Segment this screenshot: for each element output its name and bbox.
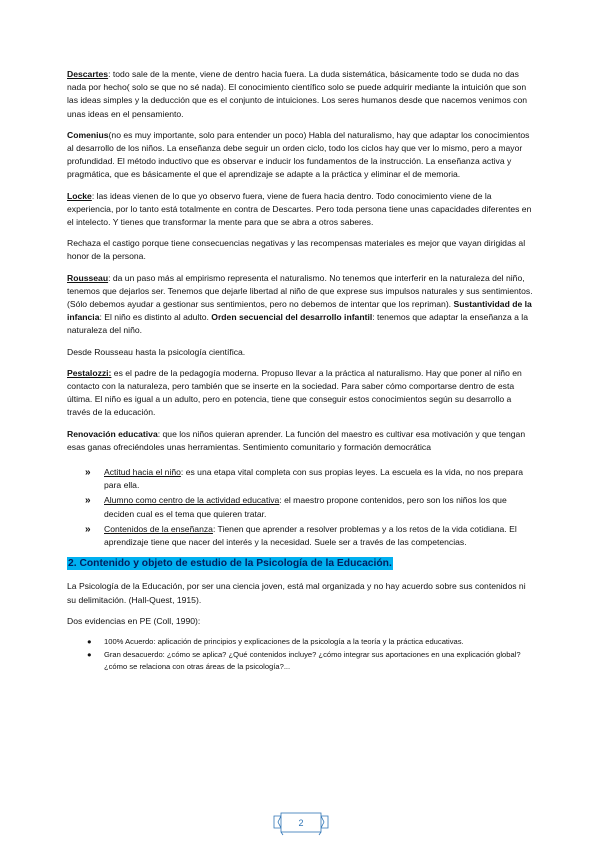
list-item-term: Actitud hacia el niño bbox=[104, 467, 181, 478]
paragraph-pestalozzi bbox=[67, 367, 533, 420]
term-pestalozzi: Pestalozzi: bbox=[67, 367, 112, 378]
paragraph-text: : las ideas vienen de lo que yo observo fuera, viene de fuera hacia dentro. Todo conocimiento viene de la experiencia, por lo tanto está totalmente en contra de Descartes. Pero toda persona tiene unas capacidades diferentes en el intelecto. Y tienes que transformar la mente para que se abra a otros saberes. bbox=[67, 190, 532, 228]
paragraph-psicologia-educacion: La Psicología de la Educación, por ser una ciencia joven, está mal organizada y no hay acuerdo sobre sus contenidos ni su delimitación. (Hall-Quest, 1915). bbox=[67, 581, 526, 605]
bullet-text: Gran desacuerdo: ¿cómo se aplica? ¿Qué contenidos incluye? ¿cómo integrar sus aportaciones en una explicación global? ¿cómo se relaciona con otras áreas de la psicología?... bbox=[104, 650, 521, 671]
paragraph-rousseau bbox=[67, 272, 533, 338]
paragraph-text: : tenemos que adaptar la enseñanza a la naturaleza del niño. bbox=[67, 312, 528, 336]
list-item-text: : el maestro propone contenidos, pero son los niños los que deciden cual es el tema que quieren tratar. bbox=[104, 495, 507, 519]
list-item bbox=[67, 466, 533, 492]
term-descartes: Descartes bbox=[67, 69, 109, 79]
paragraph-dos-evidencias: Dos evidencias en PE (Coll, 1990): bbox=[67, 615, 201, 626]
term-sustantividad: Sustantividad de la infancia bbox=[67, 299, 532, 323]
term-orden-secuencial: Orden secuencial del desarrollo infantil bbox=[211, 312, 373, 323]
paragraph-psicologia-cientifica: Desde Rousseau hasta la psicología científica. bbox=[67, 346, 246, 357]
renovacion-list bbox=[67, 466, 533, 549]
term-locke: Locke bbox=[67, 190, 92, 201]
list-item bbox=[67, 523, 533, 549]
bullet-icon: ● bbox=[87, 636, 92, 646]
page-number-ribbon bbox=[273, 812, 329, 838]
bullet-item bbox=[67, 649, 533, 672]
paragraph-comenius bbox=[67, 129, 533, 182]
list-item-text: : es una etapa vital completa con sus propias leyes. La escuela es la vida, no nos prepara para ella. bbox=[104, 467, 523, 491]
paragraph-text: : que los niños quieran aprender. La función del maestro es cultivar esa motivación y que tengan esas ganas ofreciéndoles unas herramientas. Sentimiento comunitario y formación democrática bbox=[67, 428, 526, 452]
list-item-term: Contenidos de la enseñanza bbox=[104, 523, 213, 534]
arrow-marker: » bbox=[85, 467, 91, 479]
section-heading: 2. Contenido y objeto de estudio de la Psicología de la Educación. bbox=[68, 558, 392, 570]
paragraph-text: es el padre de la pedagogía moderna. Propuso llevar a la práctica al naturalismo. Hay que poner al niño en contacto con la naturaleza, pero también que se inserte en la sociedad. Para saber cómo comportarse dentro de esta última. El niño es igual a un adulto, pero en potencia, tiene que conseguir estos conocimientos según su desarrollo a través de la educación. bbox=[67, 367, 522, 418]
paragraph-text: : todo sale de la mente, viene de dentro hacia fuera. La duda sistemática, básicamente todo se duda no das nada por hecho( solo se que no sé nada). El conocimiento científico solo se puede adquirir mediante la intuición que son las ideas simples y la deducción que es el conjunto de intuiciones. Los seres humanos desde que nacemos venimos con unas ideas en el pensamiento. bbox=[67, 69, 528, 119]
term-comenius: Comenius bbox=[67, 129, 109, 140]
paragraph-renovacion bbox=[67, 428, 533, 454]
term-renovacion: Renovación educativa bbox=[67, 428, 158, 439]
paragraph-castigo: Rechaza el castigo porque tiene consecuencias negativas y las recompensas materiales es mejor que vayan dirigidas al honor de la persona. bbox=[67, 238, 526, 262]
bullet-item bbox=[67, 636, 533, 648]
evidencias-list bbox=[67, 636, 533, 673]
list-item-term: Alumno como centro de la actividad educativa bbox=[104, 495, 280, 506]
document-body bbox=[67, 68, 533, 674]
arrow-marker: » bbox=[85, 495, 91, 507]
term-rousseau: Rousseau bbox=[67, 272, 109, 283]
bullet-icon: ● bbox=[87, 650, 92, 660]
list-item bbox=[67, 494, 533, 520]
paragraph-descartes bbox=[67, 68, 533, 121]
bullet-text: 100% Acuerdo: aplicación de principios y explicaciones de la psicología a la teoría y la práctica educativas. bbox=[104, 636, 464, 646]
paragraph-text: : da un paso más al empirismo representa el naturalismo. No tenemos que interferir en la naturaleza del niño, tenemos que dejarlos ser. Tenemos que dejarle libertad al niño de que exprese sus impulsos naturales y sus sentimientos. (Sólo debemos ayudar a gestionar sus sentimientos, pero no debemos de intentar que los repriman). bbox=[67, 272, 533, 310]
paragraph-locke bbox=[67, 190, 533, 230]
paragraph-text: : El niño es distinto al adulto. bbox=[99, 312, 212, 323]
paragraph-text: (no es muy importante, solo para entender un poco) Habla del naturalismo, hay que adaptar los conocimientos al desarrollo de los niños. La enseñanza debe seguir un orden ciclo, todo los ciclos hay que ver lo mismo, pero a mayor profundidad. El método inductivo que es observar e inducir los fundamentos de la instrucción. La enseñanza activa y pragmática, que es básicamente el que el aprendizaje se adapte a la práctica y eliminar el de memoria. bbox=[67, 129, 530, 180]
arrow-marker: » bbox=[85, 523, 91, 535]
list-item-text: : Tienen que aprender a resolver problemas y a los retos de la vida cotidiana. El aprendizaje tiene que nacer del interés y la necesidad. Suele ser a través de las competencias. bbox=[104, 523, 517, 548]
page-number: 2 bbox=[298, 818, 304, 828]
